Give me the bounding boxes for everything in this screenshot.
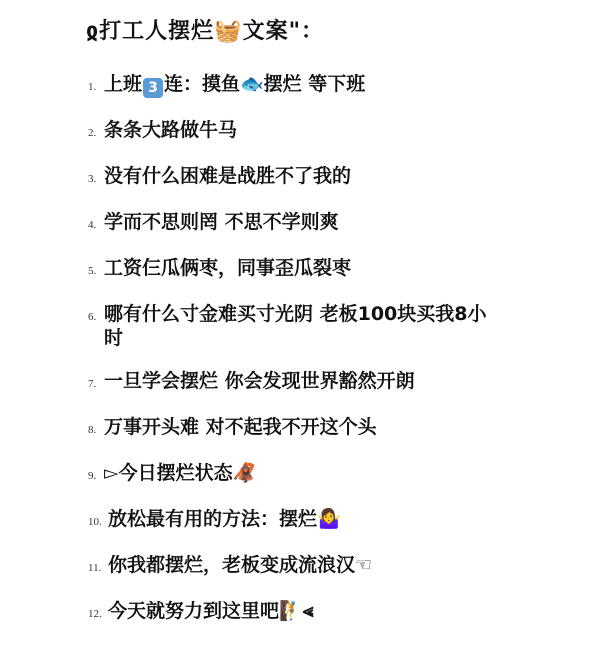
item-number: 9. <box>88 470 97 482</box>
list-item <box>88 118 558 145</box>
page-title: ჲ打工人摆烂🧺文案"： <box>86 19 325 44</box>
item-number: 8. <box>88 424 97 436</box>
item-number: 3. <box>88 173 97 185</box>
item-text: 你我都摆烂，老板变成流浪汉☜ <box>108 554 373 576</box>
item-text: 放松最有用的方法：摆烂🤷‍♀️ <box>108 508 341 530</box>
item-text: 工资仨瓜俩枣，同事歪瓜裂枣 <box>104 257 352 279</box>
keycap-three-icon: 3 <box>143 78 163 98</box>
list-item <box>88 256 558 283</box>
item-number: 5. <box>88 265 97 277</box>
item-text: ▻今日摆烂状态🦧 <box>104 462 257 484</box>
list-item <box>88 553 558 580</box>
item-text: 条条大路做牛马 <box>104 119 238 141</box>
list-item <box>88 415 558 442</box>
list-item <box>88 302 558 350</box>
item-text: 今天就努力到这里吧🧗⪡ <box>108 600 314 622</box>
list-item <box>88 72 558 99</box>
item-number: 11. <box>88 562 102 574</box>
item-text-part: 上班 <box>104 73 143 95</box>
list-item <box>88 461 558 488</box>
item-number: 4. <box>88 219 97 231</box>
item-text <box>104 72 558 98</box>
item-number: 7. <box>88 378 97 390</box>
item-text: 万事开头难 对不起我不开这个头 <box>104 416 377 438</box>
item-text: 一旦学会摆烂 你会发现世界豁然开朗 <box>104 370 415 392</box>
item-number: 10. <box>88 516 102 528</box>
list-item <box>88 210 558 237</box>
item-text: 学而不思则罔 不思不学则爽 <box>104 211 339 233</box>
list-item <box>88 507 558 534</box>
item-text-part: 连：摸鱼🐟摆烂 等下班 <box>164 73 366 95</box>
item-number: 6. <box>88 311 97 323</box>
item-number: 1. <box>88 81 97 93</box>
item-text: 哪有什么寸金难买寸光阴 老板100块买我8小时 <box>104 303 487 349</box>
list-item <box>88 164 558 191</box>
item-text: 没有什么困难是战胜不了我的 <box>104 165 352 187</box>
list-item <box>88 369 558 396</box>
list-item <box>88 599 558 626</box>
item-number: 12. <box>88 608 102 620</box>
item-number: 2. <box>88 127 97 139</box>
quote-list <box>88 72 558 645</box>
